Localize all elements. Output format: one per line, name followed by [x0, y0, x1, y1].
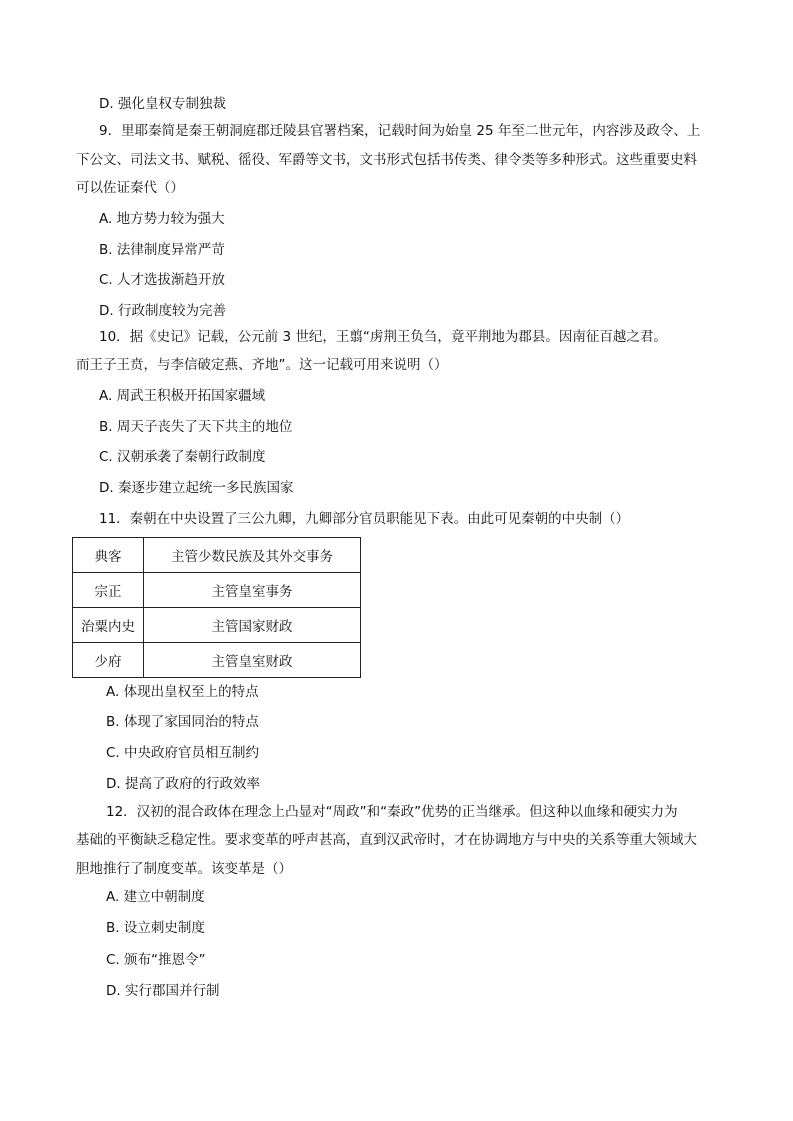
q12-option-c: C. 颁布“推恩令” [106, 952, 206, 968]
table-row [73, 573, 361, 608]
table-cell-title: 治粟内史 [73, 608, 144, 643]
table-row [73, 643, 361, 678]
option-d-prev: D. 强化皇权专制独裁 [99, 96, 226, 112]
table-cell-title: 宗正 [73, 573, 144, 608]
q9-stem-line1: 9．里耶秦简是秦王朝洞庭郡迁陵县官署档案，记载时间为始皇 25 年至二世元年，内容涉及政令、上 [99, 123, 701, 139]
table-row [73, 608, 361, 643]
table-cell-duty: 主管皇室事务 [144, 573, 361, 608]
q12-option-b: B. 设立刺史制度 [106, 920, 205, 936]
table-cell-title: 少府 [73, 643, 144, 678]
table-cell-duty: 主管国家财政 [144, 608, 361, 643]
q10-option-b: B. 周天子丧失了天下共主的地位 [99, 419, 293, 435]
table-cell-title: 典客 [73, 538, 144, 573]
q11-option-a: A. 体现出皇权至上的特点 [106, 684, 259, 700]
q12-option-a: A. 建立中朝制度 [106, 889, 205, 905]
q12-option-d: D. 实行郡国并行制 [106, 983, 220, 999]
q9-stem-line2: 下公文、司法文书、赋税、徭役、军爵等文书，文书形式包括书传类、律令类等多种形式。这些重要史料 [76, 152, 697, 168]
q10-stem-line2: 而王子王贲，与李信破定燕、齐地”。这一记载可用来说明（） [76, 357, 448, 373]
q11-stem-line1: 11．秦朝在中央设置了三公九卿，九卿部分官员职能见下表。由此可见秦朝的中央制（） [99, 511, 630, 527]
q10-stem-line1: 10．据《史记》记载，公元前 3 世纪，王翦“虏荆王负刍，竟平荆地为郡县。因南征百越之君。 [99, 329, 667, 345]
q12-stem-line1: 12．汉初的混合政体在理念上凸显对“周政”和“秦政”优势的正当继承。但这种以血缘和硬实力为 [106, 804, 678, 820]
q9-option-c: C. 人才选拔渐趋开放 [99, 272, 226, 288]
q9-option-b: B. 法律制度异常严苛 [99, 242, 225, 258]
q11-option-d: D. 提高了政府的行政效率 [106, 776, 260, 792]
table-row [73, 538, 361, 573]
officials-table [72, 537, 361, 678]
q10-option-a: A. 周武王积极开拓国家疆域 [99, 388, 266, 404]
q9-option-a: A. 地方势力较为强大 [99, 211, 225, 227]
table-cell-duty: 主管皇室财政 [144, 643, 361, 678]
q9-stem-line3: 可以佐证秦代（） [76, 180, 184, 196]
q11-option-c: C. 中央政府官员相互制约 [106, 745, 260, 761]
q12-stem-line3: 胆地推行了制度变革。该变革是（） [76, 861, 292, 877]
q10-option-c: C. 汉朝承袭了秦朝行政制度 [99, 449, 266, 465]
table-cell-duty: 主管少数民族及其外交事务 [144, 538, 361, 573]
q10-option-d: D. 秦逐步建立起统一多民族国家 [99, 480, 294, 496]
q11-option-b: B. 体现了家国同治的特点 [106, 714, 259, 730]
q9-option-d: D. 行政制度较为完善 [99, 303, 226, 319]
q12-stem-line2: 基础的平衡缺乏稳定性。要求变革的呼声甚高，直到汉武帝时，才在协调地方与中央的关系等重大领域大 [76, 832, 697, 848]
